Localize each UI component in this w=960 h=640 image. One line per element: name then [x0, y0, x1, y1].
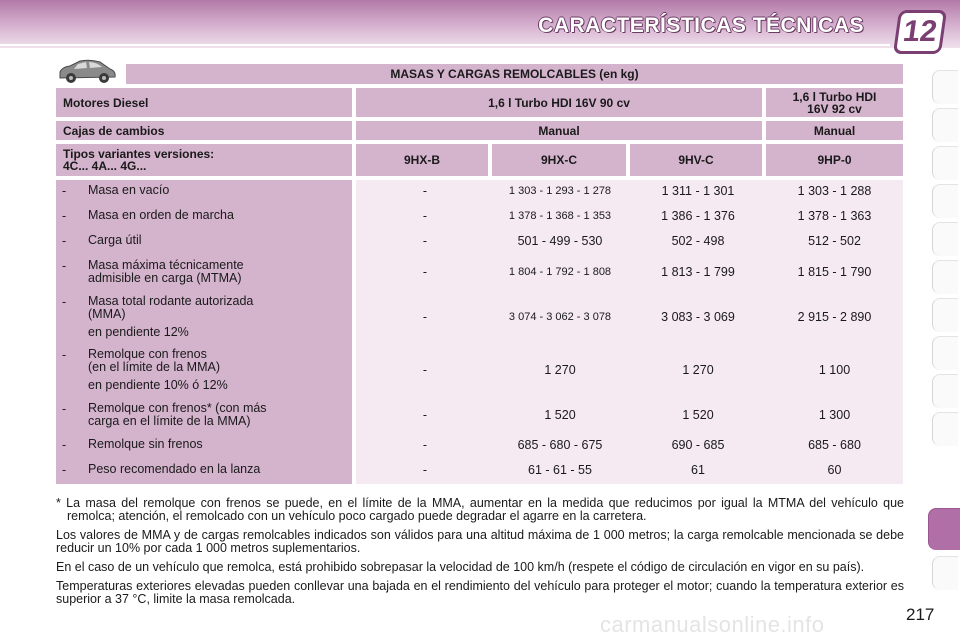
notes-section	[56, 497, 904, 612]
table-row-variants	[56, 144, 903, 176]
row-value: 1 804 - 1 792 - 1 808	[508, 266, 612, 278]
row-value: 3 074 - 3 062 - 3 078	[508, 311, 612, 323]
row-value: -	[422, 209, 428, 223]
variants-label	[56, 144, 356, 176]
row-value: 1 303 - 1 288	[797, 184, 872, 198]
row-value: 60	[827, 463, 842, 477]
row-label: Peso recomendado en la lanza	[88, 462, 261, 476]
table-row: - Carga útil - 501 - 499 - 530 502 - 498 512 - 502	[56, 234, 903, 254]
chapter-tab[interactable]	[932, 184, 958, 218]
row-value: 2 915 - 2 890	[797, 310, 872, 324]
table-row: - Masa total rodante autorizada (MMA) en pendiente 12% - 3 074 - 3 062 - 3 078 3 083 - 3 069 2 915 - 2 890	[56, 295, 903, 345]
table-row: - Remolque con frenos (en el límite de la MMA) en pendiente 10% ó 12% - 1 270 1 270 1 100	[56, 348, 903, 398]
row-label: Remolque sin frenos	[88, 437, 203, 451]
gearbox-a: Manual	[356, 121, 766, 140]
chapter-tab[interactable]	[932, 298, 958, 332]
chapter-tab[interactable]	[932, 556, 958, 590]
chapter-tab[interactable]	[932, 260, 958, 294]
page-number: 217	[906, 605, 935, 624]
header-rule	[0, 44, 890, 46]
engine-a: 1,6 l Turbo HDI 16V 90 cv	[356, 88, 766, 117]
table-body	[56, 180, 903, 484]
row-value: 1 378 - 1 368 - 1 353	[508, 210, 612, 222]
page-header	[0, 0, 960, 48]
chapter-badge: 12	[893, 10, 947, 54]
watermark: carmanualsonline.info	[600, 612, 825, 637]
engines-label: Motores Diesel	[56, 88, 356, 117]
row-label: (en el límite de la MMA)	[88, 360, 220, 374]
paragraph-speed: En el caso de un vehículo que remolca, está prohibido sobrepasar la velocidad de 100 km/h (respete el código de circulación en vigor en su país).	[56, 560, 865, 574]
row-label: Carga útil	[88, 233, 142, 247]
variants-label-line1: Tipos variantes versiones:	[63, 147, 215, 161]
variant-9hx-b: 9HX-B	[356, 144, 492, 176]
table-title: MASAS Y CARGAS REMOLCABLES (en kg)	[126, 64, 903, 84]
page-title: CARACTERÍSTICAS TÉCNICAS	[538, 14, 864, 37]
row-value: -	[422, 438, 428, 452]
row-label: admisible en carga (MTMA)	[88, 271, 242, 285]
row-value: -	[422, 265, 428, 279]
row-value: 512 - 502	[808, 234, 861, 248]
variant-9hv-c: 9HV-C	[630, 144, 766, 176]
table-row: - Remolque con frenos* (con más carga en el límite de la MMA) - 1 520 1 520 1 300	[56, 402, 903, 434]
chapter-tab[interactable]	[932, 70, 958, 104]
row-label: Masa en vacío	[88, 183, 170, 197]
row-label: Masa total rodante autorizada	[88, 294, 254, 308]
chapter-tab[interactable]	[932, 336, 958, 370]
chapter-tab[interactable]	[932, 374, 958, 408]
gearbox-label: Cajas de cambios	[56, 121, 356, 140]
row-label: carga en el límite de la MMA)	[88, 414, 251, 428]
row-sublabel: en pendiente 10% ó 12%	[88, 378, 228, 392]
row-label: Remolque con frenos	[88, 347, 207, 361]
row-value: 1 815 - 1 790	[797, 265, 872, 279]
row-value: 1 386 - 1 376	[661, 209, 735, 223]
row-value: 61	[691, 463, 705, 477]
table-row: - Masa máxima técnicamente admisible en carga (MTMA) - 1 804 - 1 792 - 1 808 1 813 - 1 799 1 815 - 1 790	[56, 259, 903, 291]
row-label: Masa máxima técnicamente	[88, 258, 244, 272]
row-value: 501 - 499 - 530	[517, 234, 603, 248]
variant-9hx-c: 9HX-C	[492, 144, 630, 176]
row-label: (MMA)	[88, 307, 126, 321]
row-value: 1 300	[818, 408, 851, 422]
row-value: 685 - 680 - 675	[517, 438, 603, 452]
table-row: - Peso recomendado en la lanza - 61 - 61 - 55 61 60	[56, 463, 903, 483]
chapter-tab[interactable]	[932, 222, 958, 256]
table-row: - Remolque sin frenos - 685 - 680 - 675 690 - 685 685 - 680	[56, 438, 903, 458]
row-value: 1 813 - 1 799	[661, 265, 735, 279]
row-value: 1 378 - 1 363	[797, 209, 872, 223]
chapter-tab[interactable]	[932, 412, 958, 446]
engine-b	[766, 88, 903, 117]
row-label: Remolque con frenos* (con más	[88, 401, 267, 415]
row-value: 502 - 498	[671, 234, 725, 248]
row-value: 690 - 685	[671, 438, 725, 452]
chapter-tab[interactable]	[932, 146, 958, 180]
table-row: - Masa en vacío - 1 303 - 1 293 - 1 278 1 311 - 1 301 1 303 - 1 288	[56, 184, 903, 204]
table-row: - Masa en orden de marcha - 1 378 - 1 368 - 1 353 1 386 - 1 376 1 378 - 1 363	[56, 209, 903, 229]
table-row-gearbox	[56, 121, 903, 140]
row-label: Masa en orden de marcha	[88, 208, 234, 222]
footnote: * La masa del remolque con frenos se puede, en el límite de la MMA, aumentar en la medida que reducimos por igual la MTMA del vehículo que remolca; atención, el remolcado con un vehículo poco cargado puede degradar el agarre en la carretera.	[56, 496, 904, 523]
row-value: 61 - 61 - 55	[528, 463, 592, 477]
chapter-tab-active[interactable]	[928, 508, 960, 550]
row-value: 1 270	[544, 363, 576, 377]
row-value: -	[422, 310, 428, 324]
table-row-engines	[56, 88, 903, 117]
engine-b-line1: 1,6 l Turbo HDI	[792, 89, 877, 104]
row-value: -	[422, 363, 428, 377]
car-icon	[56, 58, 118, 84]
row-value: -	[422, 408, 428, 422]
variant-9hp-0: 9HP-0	[766, 144, 903, 176]
paragraph-temperature: Temperaturas exteriores elevadas pueden conllevar una bajada en el rendimiento del vehículo para proteger el motor; cuando la temperatura exterior es superior a 37 °C, limite la masa remolcada.	[56, 579, 904, 606]
row-value: 685 - 680	[808, 438, 861, 452]
row-value: 1 311 - 1 301	[661, 184, 735, 198]
chapter-tab[interactable]	[932, 108, 958, 142]
row-value: 1 100	[818, 363, 851, 377]
gearbox-b: Manual	[766, 121, 903, 140]
row-value: -	[422, 463, 428, 477]
row-value: 1 520	[544, 408, 576, 422]
row-value: 3 083 - 3 069	[661, 310, 735, 324]
engine-b-line2: 16V 92 cv	[807, 101, 862, 116]
paragraph-altitude: Los valores de MMA y de cargas remolcables indicados son válidos para una altitud máxima de 1 000 metros; la carga remolcable mencionada se debe reducir un 10% por cada 1 000 metros suplementarios.	[56, 528, 904, 555]
variants-label-line2: 4C... 4A... 4G...	[63, 159, 147, 173]
row-value: 1 520	[682, 408, 714, 422]
row-value: -	[422, 234, 428, 248]
row-value: -	[422, 184, 428, 198]
row-value: 1 270	[682, 363, 714, 377]
row-sublabel: en pendiente 12%	[88, 325, 189, 339]
row-value: 1 303 - 1 293 - 1 278	[508, 185, 612, 197]
chapter-tabs	[928, 70, 960, 630]
